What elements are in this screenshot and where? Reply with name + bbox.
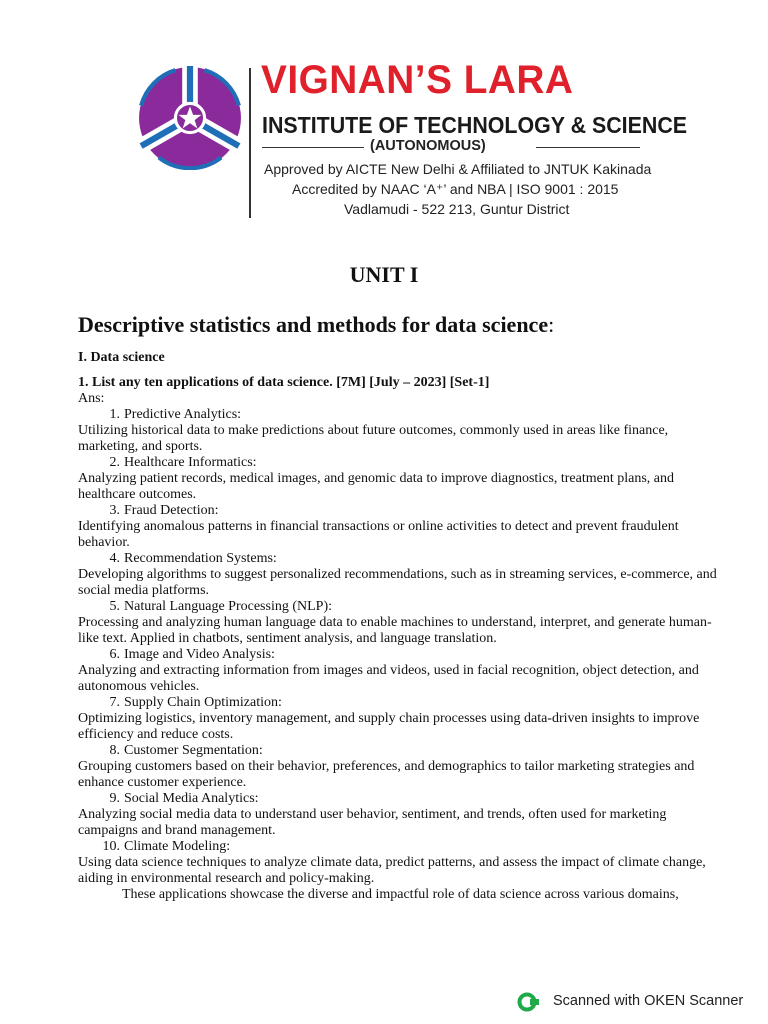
- address-line: Vadlamudi - 522 213, Guntur District: [344, 201, 570, 217]
- institute-subtitle: INSTITUTE OF TECHNOLOGY & SCIENCE: [262, 112, 688, 138]
- autonomous-row: [262, 138, 642, 156]
- application-description: Identifying anomalous patterns in financial transactions or online activities to detect and prevent fraudulent behavior.: [78, 519, 679, 550]
- application-description: Utilizing historical data to make predictions about future outcomes, commonly used in areas like finance, marketing, and sports.: [78, 423, 669, 454]
- applications-list: [78, 407, 718, 887]
- conclusion: These applications showcase the diverse and impactful role of data science across various domains,: [122, 887, 679, 902]
- section-heading: I. Data science: [78, 350, 165, 365]
- question: 1. List any ten applications of data science. [7M] [July – 2023] [Set-1]: [78, 375, 490, 390]
- application-description: Analyzing patient records, medical images, and genomic data to improve diagnostics, treatment plans, and healthcare outcomes.: [78, 471, 674, 502]
- application-description: Processing and analyzing human language data to enable machines to understand, interpret, and generate human-like text. Applied in chatbots, sentiment analysis, and language translation.: [78, 615, 712, 646]
- approval-line: Approved by AICTE New Delhi & Affiliated to JNTUK Kakinada: [264, 161, 652, 177]
- application-description: Grouping customers based on their behavior, preferences, and demographics to tailor marketing strategies and enhance customer experience.: [78, 759, 695, 790]
- application-heading: [78, 791, 718, 807]
- application-heading: [78, 743, 718, 759]
- application-description: Using data science techniques to analyze climate data, predict patterns, and assess the impact of climate change, aiding in environmental research and policy-making.: [78, 855, 706, 886]
- application-title: Healthcare Informatics:: [124, 455, 257, 470]
- application-description: Developing algorithms to suggest personalized recommendations, such as in streaming services, e-commerce, and social media platforms.: [78, 567, 717, 598]
- application-heading: [78, 455, 718, 471]
- university-emblem-icon: [138, 66, 242, 170]
- application-number: 2.: [109, 455, 120, 470]
- list-item: [78, 647, 718, 695]
- application-title: Fraud Detection:: [124, 503, 219, 518]
- application-heading: [78, 647, 718, 663]
- application-number: 5.: [109, 599, 120, 614]
- list-item: [78, 743, 718, 791]
- application-title: Recommendation Systems:: [124, 551, 277, 566]
- application-heading: [78, 551, 718, 567]
- application-title: Predictive Analytics:: [124, 407, 242, 422]
- application-heading: [78, 407, 718, 423]
- application-description: Analyzing and extracting information from images and videos, used in facial recognition, object detection, and autonomous vehicles.: [78, 663, 699, 694]
- answer-block: [78, 391, 718, 903]
- list-item: [78, 455, 718, 503]
- application-number: 10.: [102, 839, 120, 854]
- application-number: 7.: [109, 695, 120, 710]
- main-title-text: Descriptive statistics and methods for data science: [78, 312, 549, 337]
- application-description: Analyzing social media data to understand user behavior, sentiment, and trends, often used for marketing campaigns and brand management.: [78, 807, 667, 838]
- autonomous-label: (AUTONOMOUS): [370, 138, 486, 154]
- application-title: Image and Video Analysis:: [124, 647, 275, 662]
- application-heading: [78, 695, 718, 711]
- oken-scanner-icon: [517, 992, 539, 1012]
- header-divider: [249, 68, 251, 218]
- application-number: 1.: [109, 407, 120, 422]
- institute-name: VIGNAN’S LARA: [261, 58, 574, 102]
- application-heading: [78, 599, 718, 615]
- application-title: Supply Chain Optimization:: [124, 695, 282, 710]
- list-item: [78, 407, 718, 455]
- application-number: 9.: [109, 791, 120, 806]
- main-title: [78, 312, 554, 338]
- application-heading: [78, 503, 718, 519]
- list-item: [78, 551, 718, 599]
- application-number: 4.: [109, 551, 120, 566]
- application-title: Social Media Analytics:: [124, 791, 259, 806]
- list-item: [78, 839, 718, 887]
- accreditation-line: Accredited by NAAC ‘A⁺’ and NBA | ISO 9001 : 2015: [292, 181, 619, 197]
- application-description: Optimizing logistics, inventory management, and supply chain processes using data-driven insights to improve efficiency and reduce costs.: [78, 711, 700, 742]
- letterhead: [0, 0, 768, 230]
- list-item: [78, 791, 718, 839]
- application-number: 8.: [109, 743, 120, 758]
- application-number: 6.: [109, 647, 120, 662]
- application-heading: [78, 839, 718, 855]
- list-item: [78, 503, 718, 551]
- application-number: 3.: [109, 503, 120, 518]
- application-title: Natural Language Processing (NLP):: [124, 599, 332, 614]
- autonomous-rule-right: [536, 147, 640, 148]
- scanner-text: Scanned with OKEN Scanner: [553, 993, 744, 1009]
- main-title-colon: :: [548, 312, 555, 337]
- list-item: [78, 599, 718, 647]
- application-title: Climate Modeling:: [124, 839, 231, 854]
- application-title: Customer Segmentation:: [124, 743, 263, 758]
- list-item: [78, 695, 718, 743]
- autonomous-rule-left: [262, 147, 364, 148]
- unit-title: UNIT I: [349, 262, 419, 287]
- answer-label: Ans:: [78, 391, 105, 406]
